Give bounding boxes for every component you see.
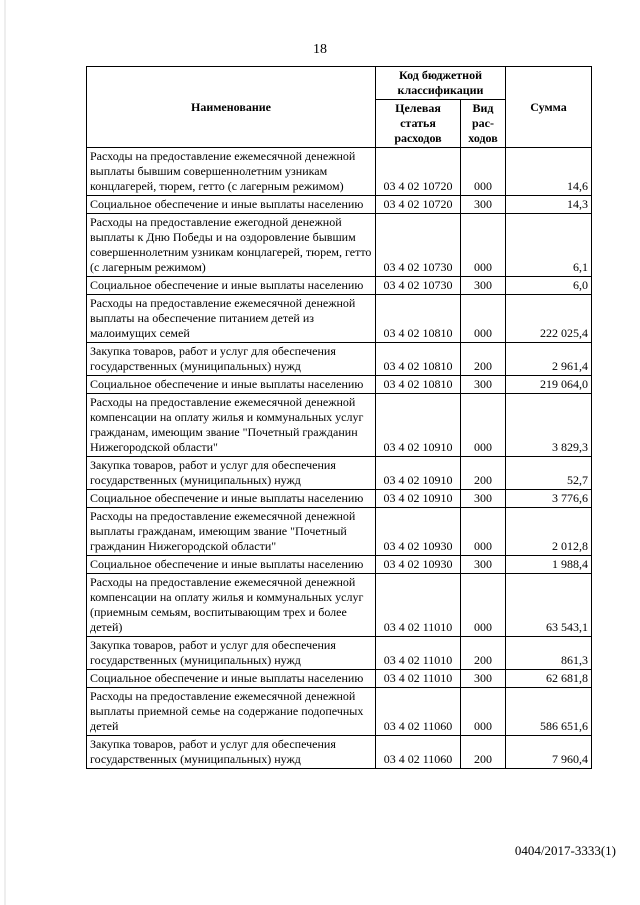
row-amount: 3 829,3 [506, 394, 592, 457]
row-target-article: 03 4 02 10730 [376, 214, 461, 277]
row-name: Социальное обеспечение и иные выплаты населению [87, 277, 376, 295]
header-amount: Сумма [506, 67, 592, 148]
row-target-article: 03 4 02 10910 [376, 394, 461, 457]
row-amount: 7 960,4 [506, 736, 592, 769]
row-name: Социальное обеспечение и иные выплаты населению [87, 490, 376, 508]
row-target-article: 03 4 02 10810 [376, 376, 461, 394]
row-target-article: 03 4 02 11060 [376, 736, 461, 769]
row-expense-type: 000 [461, 508, 506, 556]
table-row [87, 196, 592, 214]
row-expense-type: 000 [461, 394, 506, 457]
header-expense-type: Вид рас-ходов [461, 100, 506, 148]
row-expense-type: 300 [461, 490, 506, 508]
row-expense-type: 300 [461, 670, 506, 688]
row-name: Закупка товаров, работ и услуг для обеспечения государственных (муниципальных) нужд [87, 343, 376, 376]
row-target-article: 03 4 02 11010 [376, 670, 461, 688]
row-amount: 222 025,4 [506, 295, 592, 343]
document-code: 0404/2017-3333(1) [514, 843, 616, 858]
row-target-article: 03 4 02 10910 [376, 490, 461, 508]
row-expense-type: 300 [461, 196, 506, 214]
row-expense-type: 000 [461, 574, 506, 637]
row-expense-type: 000 [461, 214, 506, 277]
row-name: Расходы на предоставление ежегодной денежной выплаты к Дню Победы и на оздоровление бывшим совершеннолетним узникам концлагерей, тюрем, гетто (с лагерным режимом) [87, 214, 376, 277]
table-row [87, 343, 592, 376]
row-name: Закупка товаров, работ и услуг для обеспечения государственных (муниципальных) нужд [87, 637, 376, 670]
row-target-article: 03 4 02 10930 [376, 508, 461, 556]
row-target-article: 03 4 02 11060 [376, 688, 461, 736]
table-row [87, 670, 592, 688]
row-amount: 63 543,1 [506, 574, 592, 637]
row-expense-type: 200 [461, 736, 506, 769]
row-amount: 6,1 [506, 214, 592, 277]
row-target-article: 03 4 02 10730 [376, 277, 461, 295]
row-target-article: 03 4 02 10810 [376, 343, 461, 376]
table-row [87, 148, 592, 196]
row-expense-type: 000 [461, 688, 506, 736]
row-expense-type: 300 [461, 376, 506, 394]
row-amount: 861,3 [506, 637, 592, 670]
row-amount: 2 961,4 [506, 343, 592, 376]
table-row [87, 688, 592, 736]
page-number: 18 [313, 42, 327, 57]
row-target-article: 03 4 02 10720 [376, 148, 461, 196]
row-name: Закупка товаров, работ и услуг для обеспечения государственных (муниципальных) нужд [87, 736, 376, 769]
table-row [87, 457, 592, 490]
row-amount: 62 681,8 [506, 670, 592, 688]
table-row [87, 574, 592, 637]
row-amount: 2 012,8 [506, 508, 592, 556]
row-name: Закупка товаров, работ и услуг для обеспечения государственных (муниципальных) нужд [87, 457, 376, 490]
row-amount: 6,0 [506, 277, 592, 295]
row-name: Расходы на предоставление ежемесячной денежной выплаты на обеспечение питанием детей из малоимущих семей [87, 295, 376, 343]
row-name: Расходы на предоставление ежемесячной денежной выплаты гражданам, имеющим звание "Почетный гражданин Нижегородской области" [87, 508, 376, 556]
row-name: Расходы на предоставление ежемесячной денежной компенсации на оплату жилья и коммунальных услуг (приемным семьям, воспитывающим трех и более детей) [87, 574, 376, 637]
table-row [87, 736, 592, 769]
row-amount: 1 988,4 [506, 556, 592, 574]
row-target-article: 03 4 02 11010 [376, 574, 461, 637]
header-target-article: Целевая статья расходов [376, 100, 461, 148]
row-name: Социальное обеспечение и иные выплаты населению [87, 196, 376, 214]
table-row [87, 508, 592, 556]
table-row [87, 277, 592, 295]
header-budget-code: Код бюджетной классификации [376, 67, 506, 100]
row-expense-type: 000 [461, 148, 506, 196]
row-amount: 14,6 [506, 148, 592, 196]
row-target-article: 03 4 02 10720 [376, 196, 461, 214]
row-name: Социальное обеспечение и иные выплаты населению [87, 556, 376, 574]
row-name: Социальное обеспечение и иные выплаты населению [87, 670, 376, 688]
table-row [87, 394, 592, 457]
table-row [87, 214, 592, 277]
table-row [87, 295, 592, 343]
row-name: Социальное обеспечение и иные выплаты населению [87, 376, 376, 394]
budget-table [86, 66, 592, 769]
scan-edge [4, 0, 6, 905]
row-expense-type: 300 [461, 556, 506, 574]
row-expense-type: 000 [461, 295, 506, 343]
row-expense-type: 300 [461, 277, 506, 295]
row-name: Расходы на предоставление ежемесячной денежной выплаты приемной семье на содержание подопечных детей [87, 688, 376, 736]
row-name: Расходы на предоставление ежемесячной денежной компенсации на оплату жилья и коммунальных услуг гражданам, имеющим звание "Почетный гражданин Нижегородской области" [87, 394, 376, 457]
row-expense-type: 200 [461, 343, 506, 376]
table-row [87, 490, 592, 508]
row-amount: 3 776,6 [506, 490, 592, 508]
table-row [87, 376, 592, 394]
row-name: Расходы на предоставление ежемесячной денежной выплаты бывшим совершеннолетним узникам концлагерей, тюрем, гетто (с лагерным режимом) [87, 148, 376, 196]
row-amount: 586 651,6 [506, 688, 592, 736]
row-expense-type: 200 [461, 637, 506, 670]
row-amount: 219 064,0 [506, 376, 592, 394]
row-amount: 52,7 [506, 457, 592, 490]
table-row [87, 637, 592, 670]
row-target-article: 03 4 02 11010 [376, 637, 461, 670]
row-target-article: 03 4 02 10810 [376, 295, 461, 343]
row-expense-type: 200 [461, 457, 506, 490]
header-name: Наименование [87, 67, 376, 148]
row-amount: 14,3 [506, 196, 592, 214]
row-target-article: 03 4 02 10930 [376, 556, 461, 574]
row-target-article: 03 4 02 10910 [376, 457, 461, 490]
table-row [87, 556, 592, 574]
